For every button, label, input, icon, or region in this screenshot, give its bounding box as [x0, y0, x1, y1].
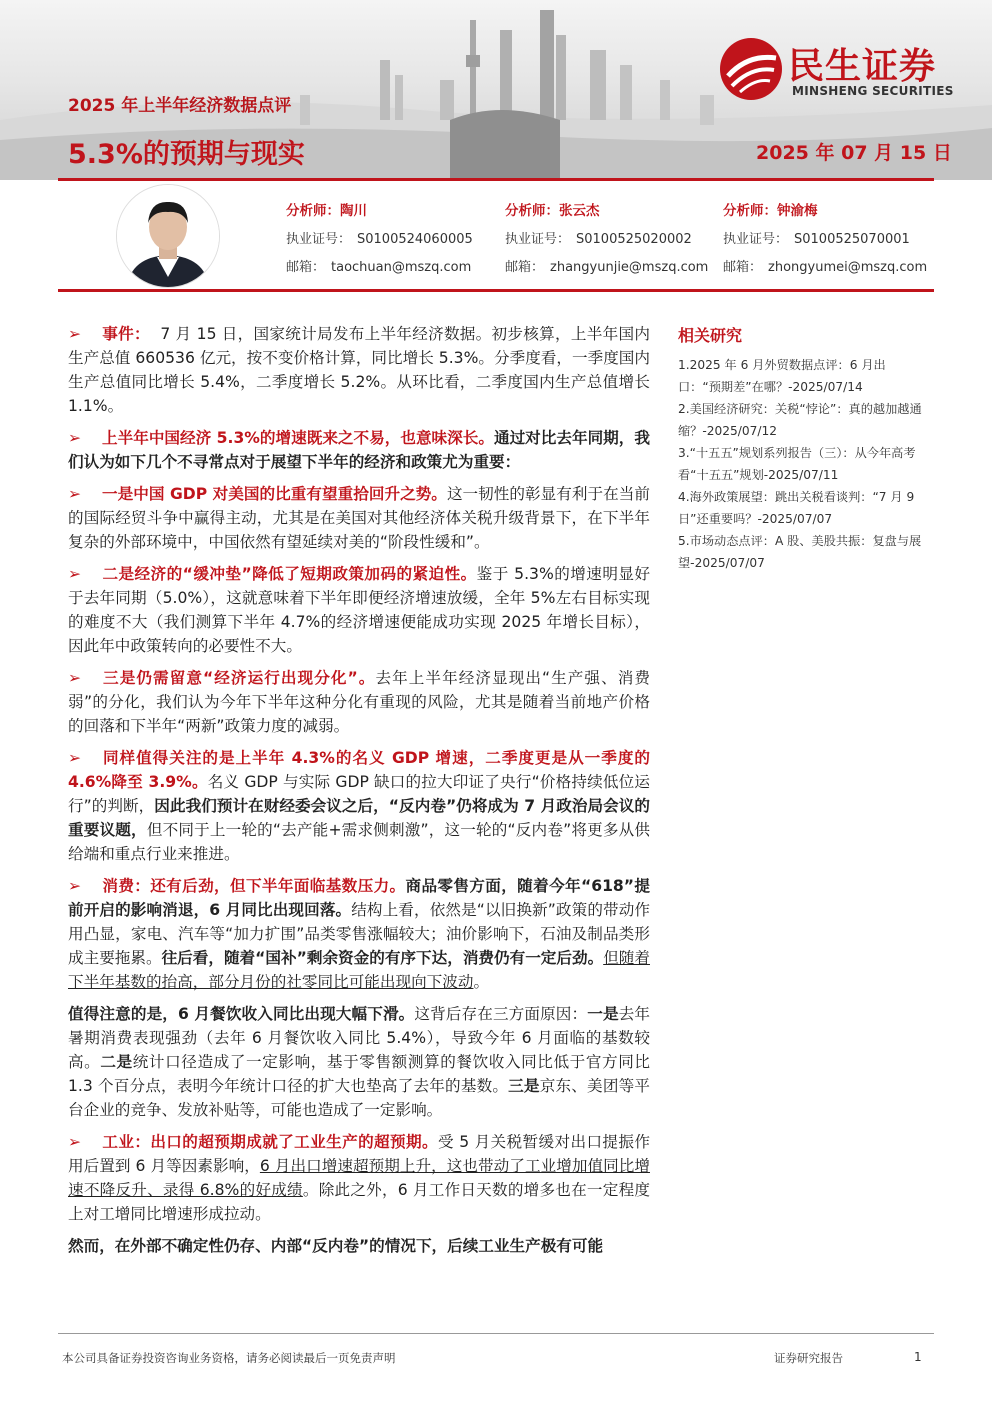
arrow-bullet-icon: ➢: [68, 325, 82, 343]
cert-number: S0100525020002: [576, 232, 692, 247]
arrow-bullet-icon: ➢: [68, 485, 82, 503]
analyst-name: 分析师：钟渝梅: [723, 203, 818, 219]
related-research: [678, 323, 928, 574]
paragraph-point-2: ➢ 二是经济的“缓冲垫”降低了短期政策加码的紧迫性。鉴于 5.3%的增速明显好于去年同期（5.0%），这就意味着下半年即便经济增速放缓，全年 5%左右目标实现的难度不大（我们测算下半年 4.7%的经济增速便能成功实现 2025 年增长目标），因此年中政策转向的必要性不大。: [68, 562, 650, 658]
report-title: 5.3%的预期与现实: [68, 139, 305, 170]
arrow-bullet-icon: ➢: [68, 669, 82, 687]
company-logo: [718, 36, 968, 106]
paragraph-point-3: ➢ 三是仍需留意“经济运行出现分化”。去年上半年经济显现出“生产强、消费弱”的分化，我们认为今年下半年这种分化有重现的风险，尤其是随着当前地产价格的回落和下半年“两新”政策力度的减弱。: [68, 666, 650, 738]
header-divider: [58, 289, 934, 292]
analyst-1: [286, 199, 473, 284]
related-research-item[interactable]: 2.美国经济研究：关税“悖论”：真的越加越通缩？-2025/07/12: [678, 402, 922, 438]
related-research-item[interactable]: 1.2025 年 6 月外贸数据点评：6 月出口：“预期差”在哪？-2025/07/14: [678, 358, 886, 394]
logo-chinese-name: 民生证券: [788, 46, 937, 87]
paragraph-nominal-gdp: ➢ 同样值得关注的是上半年 4.3%的名义 GDP 增速，二季度更是从一季度的 4.6%降至 3.9%。名义 GDP 与实际 GDP 缺口的拉大印证了央行“价格持续低位运行”的判断，因此我们预计在财经委会议之后，“反内卷”仍将成为 7 月政治局会议的重要议题，但不同于上一轮的“去产能+需求侧刺激”，这一轮的“反内卷”将更多从供给端和重点行业来推进。: [68, 746, 650, 866]
analyst-name: 分析师：张云杰: [505, 203, 600, 219]
analyst-2: [505, 199, 708, 284]
cert-number: S0100525070001: [794, 232, 910, 247]
related-research-item[interactable]: 5.市场动态点评：A 股、美股共振：复盘与展望-2025/07/07: [678, 534, 922, 570]
paragraph-event: ➢ 事件： 7 月 15 日，国家统计局发布上半年经济数据。初步核算，上半年国内生产总值 660536 亿元，按不变价格计算，同比增长 5.3%。分季度看，一季度国内生产总值同比增长 5.4%，二季度增长 5.2%。从环比看，二季度国内生产总值增长 1.1%。: [68, 322, 650, 418]
cert-label: 执业证号：: [723, 232, 789, 247]
analyst-photo-icon: [117, 185, 219, 287]
arrow-bullet-icon: ➢: [68, 749, 82, 767]
arrow-bullet-icon: ➢: [68, 429, 82, 447]
paragraph-summary: ➢ 上半年中国经济 5.3%的增速既来之不易，也意味深长。通过对比去年同期，我们认为如下几个不寻常点对于展望下半年的经济和政策尤为重要：: [68, 426, 650, 474]
paragraph-consumption: ➢ 消费：还有后劲，但下半年面临基数压力。商品零售方面，随着今年“618”提前开启的影响消退，6 月同比出现回落。结构上看，依然是“以旧换新”政策的带动作用凸显，家电、汽车等“加力扩围”品类零售涨幅较大；油价影响下，石油及制品类形成主要拖累。往后看，随着“国补”剩余资金的有序下达，消费仍有一定后劲。但随着下半年基数的抬高，部分月份的社零同比可能出现向下波动。: [68, 874, 650, 994]
cert-number: S0100524060005: [357, 232, 473, 247]
report-body: [68, 322, 650, 1266]
banner-divider: [58, 178, 934, 181]
email-label: 邮箱：: [723, 260, 763, 275]
footer-divider: [58, 1333, 934, 1334]
cert-label: 执业证号：: [505, 232, 571, 247]
analyst-email[interactable]: zhongyumei@mszq.com: [768, 260, 928, 275]
analyst-email[interactable]: taochuan@mszq.com: [331, 260, 472, 275]
arrow-bullet-icon: ➢: [68, 565, 82, 583]
analyst-email[interactable]: zhangyunjie@mszq.com: [550, 260, 709, 275]
analyst-3: [723, 199, 927, 284]
related-research-title: 相关研究: [678, 326, 743, 345]
header-banner: [0, 0, 992, 180]
report-type: 2025 年上半年经济数据点评: [68, 96, 292, 116]
paragraph-catering: 值得注意的是，6 月餐饮收入同比出现大幅下滑。这背后存在三方面原因：一是去年暑期消费表现强劲（去年 6 月餐饮收入同比 5.4%），导致今年 6 月面临的基数较高。二是统计口径造成了一定影响，基于零售额测算的餐饮收入同比低于官方同比 1.3 个百分点，表明今年统计口径的扩大也垫高了去年的基数。三是京东、美团等平台企业的竞争、发放补贴等，可能也造成了一定影响。: [68, 1005, 650, 1119]
arrow-bullet-icon: ➢: [68, 1133, 82, 1151]
arrow-bullet-icon: ➢: [68, 877, 82, 895]
logo-english-name: MINSHENG SECURITIES: [792, 84, 954, 98]
cert-label: 执业证号：: [286, 232, 352, 247]
analyst-name: 分析师：陶川: [286, 203, 367, 219]
email-label: 邮箱：: [286, 260, 326, 275]
footer-doc-type: 证券研究报告: [774, 1351, 843, 1365]
paragraph-point-1: ➢ 一是中国 GDP 对美国的比重有望重拾回升之势。这一韧性的彰显有利于在当前的国际经贸斗争中赢得主动，尤其是在美国对其他经济体关税升级背景下，在下半年复杂的外部环境中，中国依然有望延续对美的“阶段性缓和”。: [68, 482, 650, 554]
footer-disclaimer: 本公司具备证券投资咨询业务资格，请务必阅读最后一页免责声明: [62, 1351, 396, 1365]
analyst-avatar: [116, 184, 220, 288]
report-date: 2025 年 07 月 15 日: [756, 142, 952, 164]
paragraph-industry: ➢ 工业：出口的超预期成就了工业生产的超预期。受 5 月关税暂缓对出口提振作用后置到 6 月等因素影响，6 月出口增速超预期上升，这也带动了工业增加值同比增速不降反升、录得 6.8%的好成绩。除此之外，6 月工作日天数的增多也在一定程度上对工增同比增速形成拉动。: [68, 1130, 650, 1226]
page-number: 1: [914, 1350, 922, 1364]
email-label: 邮箱：: [505, 260, 545, 275]
minsheng-logo-icon: [718, 36, 784, 102]
paragraph-outlook: 然而，在外部不确定性仍存、内部“反内卷”的情况下，后续工业生产极有可能: [68, 1237, 604, 1255]
related-research-item[interactable]: 3.“十五五”规划系列报告（三）：从今年高考看“十五五”规划-2025/07/11: [678, 446, 916, 482]
related-research-item[interactable]: 4.海外政策展望：跳出关税看谈判：“7 月 9 日”还重要吗？-2025/07/07: [678, 490, 915, 526]
